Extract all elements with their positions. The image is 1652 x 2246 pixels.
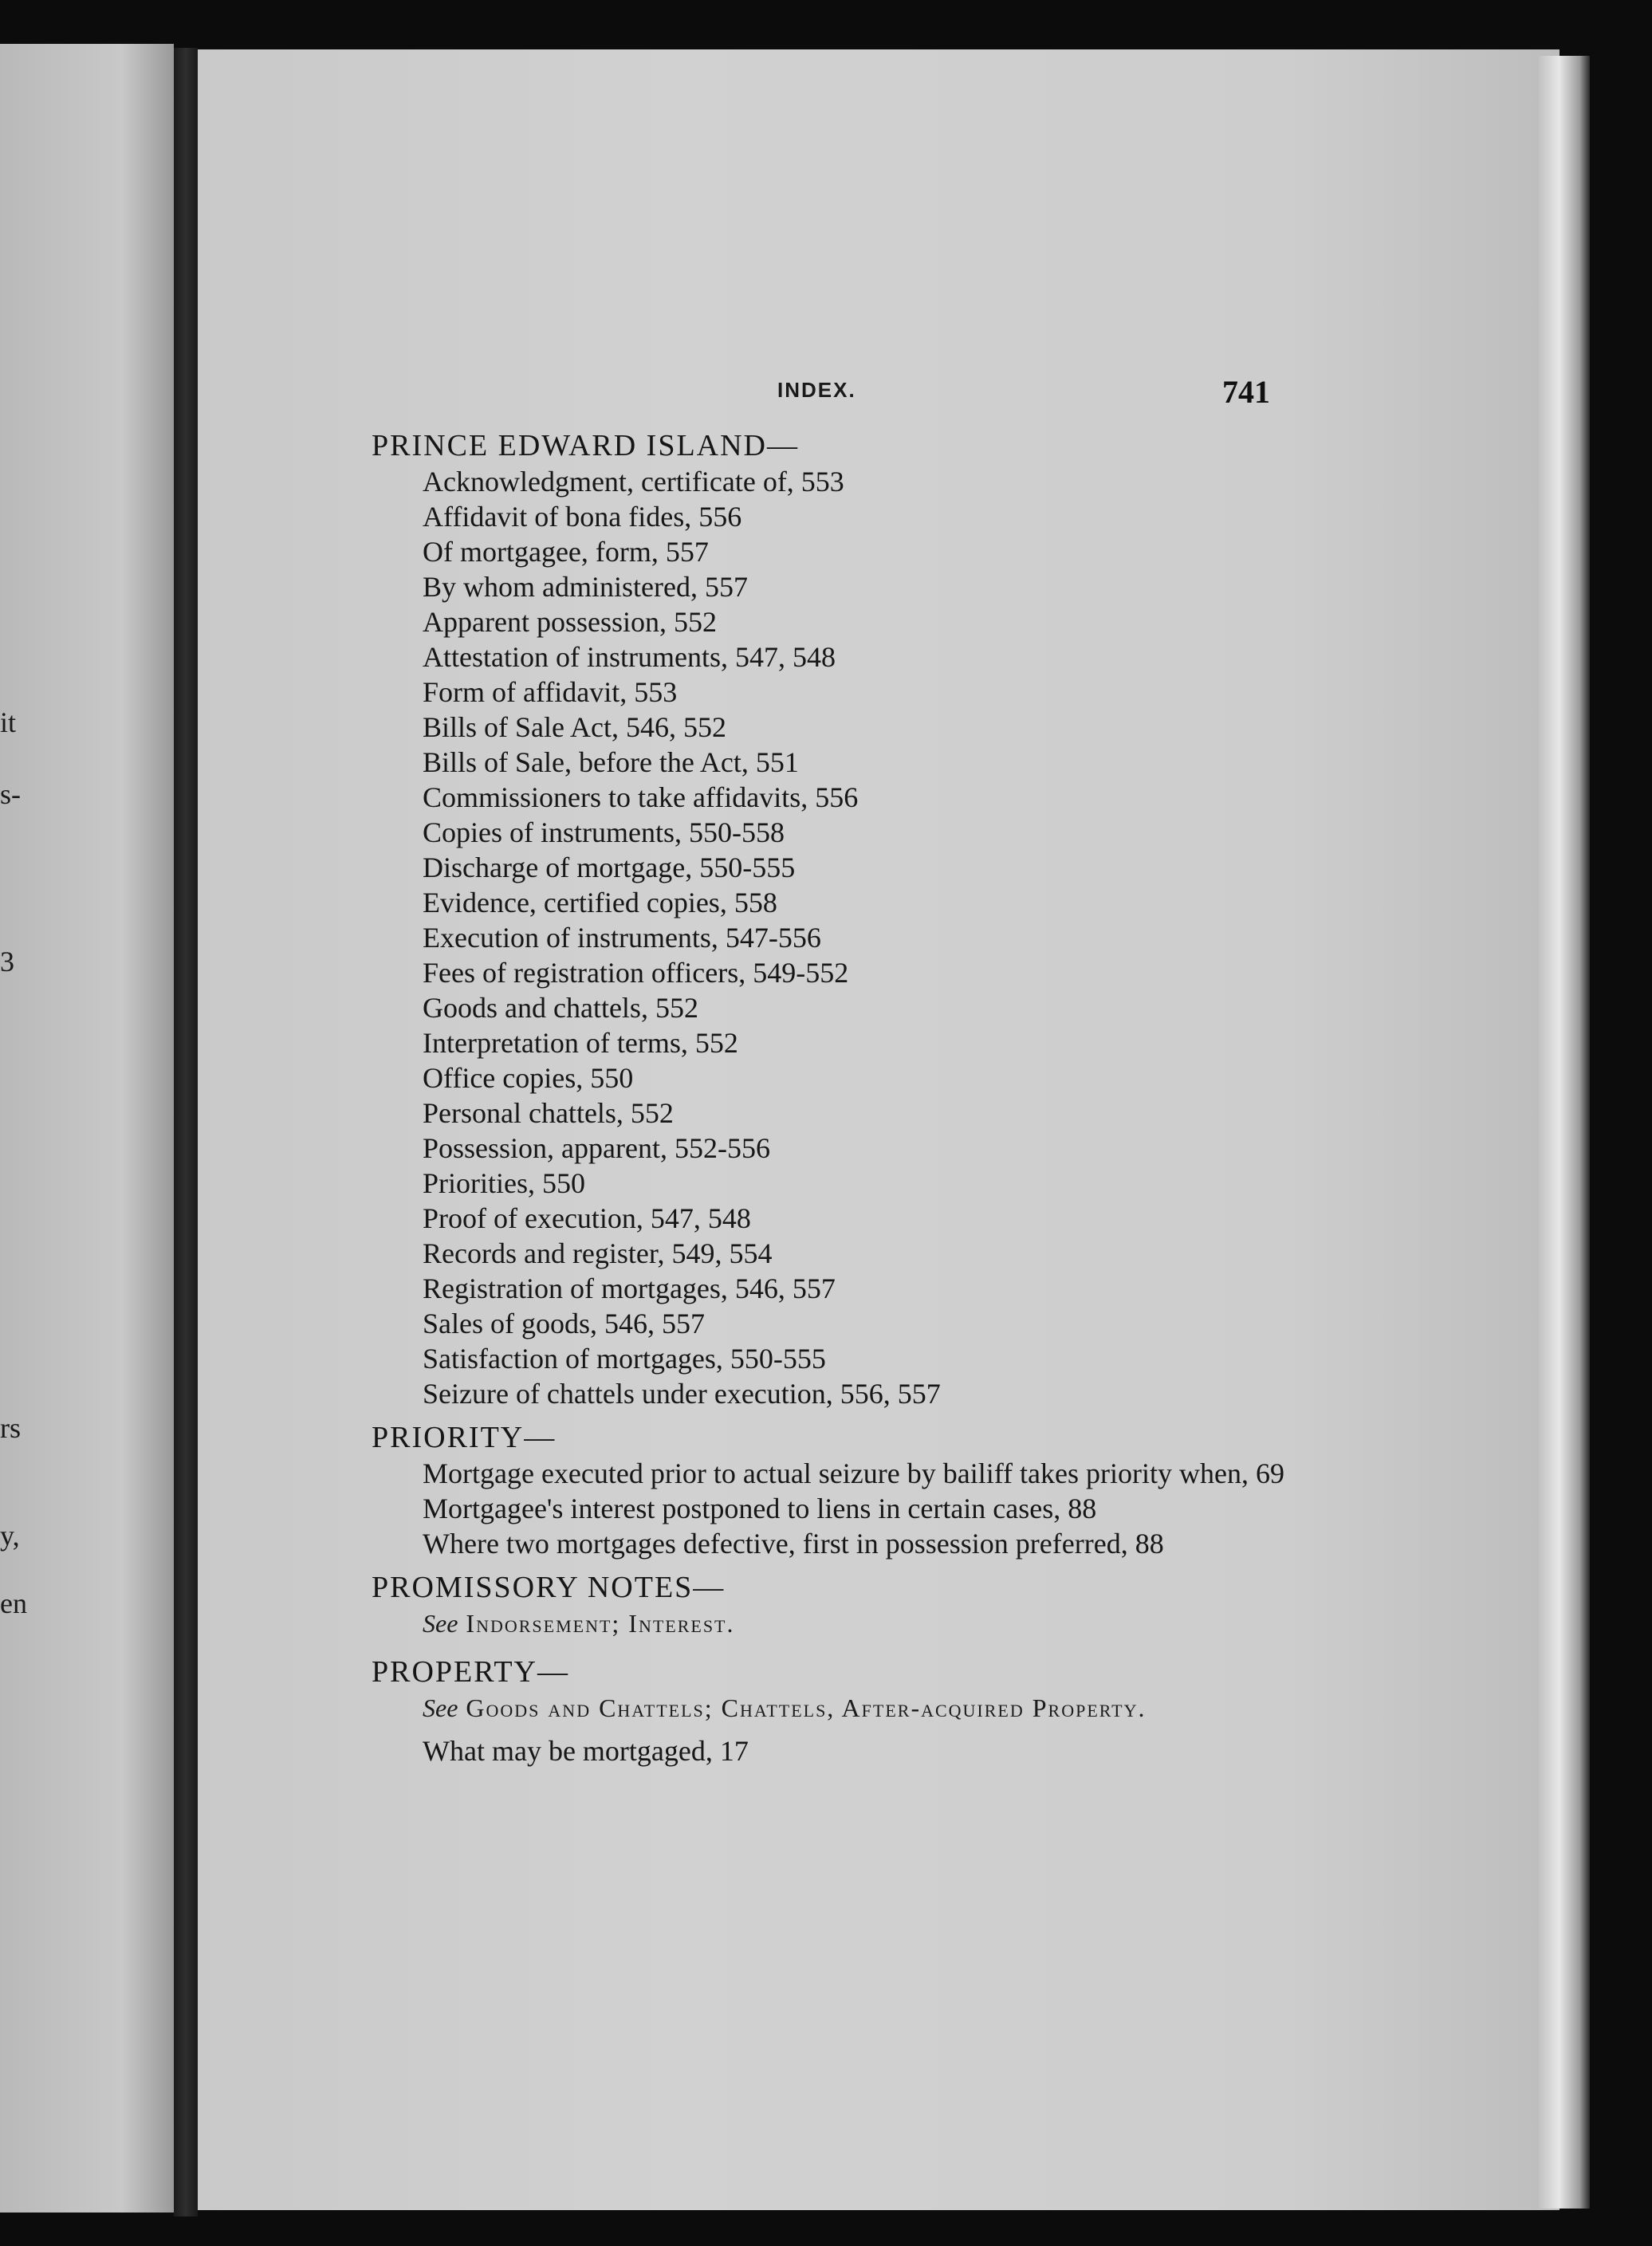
see-targets: Goods and Chattels; Chattels, After-acquired Property. — [466, 1693, 1147, 1722]
index-entry: Mortgage executed prior to actual seizure by bailiff takes priority when, 69 — [423, 1457, 1284, 1489]
section-heading: PROMISSORY NOTES— — [372, 1571, 726, 1604]
page-header — [198, 374, 1560, 426]
index-entry: What may be mortgaged, 17 — [423, 1735, 749, 1767]
book-gutter — [174, 48, 198, 2216]
see-reference — [423, 1690, 1316, 1725]
index-entry: Office copies, 550 — [423, 1062, 634, 1094]
running-head: INDEX. — [777, 378, 856, 402]
page-number: 741 — [1222, 374, 1270, 410]
see-word: See — [423, 1609, 458, 1638]
index-entry: Possession, apparent, 552-556 — [423, 1132, 770, 1164]
see-reference — [423, 1606, 1560, 1641]
index-list — [198, 427, 1560, 1768]
index-entry: Attestation of instruments, 547, 548 — [423, 641, 836, 673]
index-entry: Sales of goods, 546, 557 — [423, 1308, 705, 1339]
index-entry: Evidence, certified copies, 558 — [423, 887, 777, 918]
margin-fragment: en — [0, 1587, 27, 1619]
index-entry: Where two mortgages defective, first in possession preferred, 88 — [423, 1528, 1164, 1560]
see-targets: Indorsement; Interest. — [466, 1609, 735, 1638]
section-heading: PRIORITY— — [372, 1421, 557, 1454]
index-entry: Bills of Sale, before the Act, 551 — [423, 746, 799, 778]
index-entry: Mortgagee's interest postponed to liens in certain cases, 88 — [423, 1493, 1097, 1524]
index-entry: Copies of instruments, 550-558 — [423, 816, 785, 848]
index-entry: Priorities, 550 — [423, 1167, 585, 1199]
index-entry: Acknowledgment, certificate of, 553 — [423, 466, 844, 498]
margin-fragment: rs — [0, 1412, 21, 1444]
index-page — [198, 49, 1560, 2210]
index-entry: Execution of instruments, 547-556 — [423, 922, 821, 954]
index-entry: Of mortgagee, form, 557 — [423, 536, 709, 568]
index-entry: Discharge of mortgage, 550-555 — [423, 852, 796, 883]
index-entry: Proof of execution, 547, 548 — [423, 1202, 751, 1234]
index-entry: Records and register, 549, 554 — [423, 1237, 773, 1269]
previous-page-edge — [0, 44, 174, 2213]
index-entry: Bills of Sale Act, 546, 552 — [423, 711, 726, 743]
margin-fragment: 3 — [0, 946, 14, 977]
index-entry: Seizure of chattels under execution, 556, 557 — [423, 1378, 941, 1410]
margin-fragment: it — [0, 706, 17, 738]
index-entry: By whom administered, 557 — [423, 571, 748, 603]
index-section — [198, 1654, 1560, 1768]
index-entry: Personal chattels, 552 — [423, 1097, 674, 1129]
index-section — [198, 1419, 1560, 1561]
see-word: See — [423, 1693, 458, 1722]
index-section — [198, 1569, 1560, 1641]
index-entry: Registration of mortgages, 546, 557 — [423, 1272, 836, 1304]
index-entry: Apparent possession, 552 — [423, 606, 717, 638]
index-entry: Commissioners to take affidavits, 556 — [423, 781, 859, 813]
index-entry: Form of affidavit, 553 — [423, 676, 678, 708]
section-heading: PRINCE EDWARD ISLAND— — [372, 429, 799, 462]
margin-fragment: s- — [0, 778, 21, 810]
index-entry: Fees of registration officers, 549-552 — [423, 957, 849, 989]
index-entry: Affidavit of bona fides, 556 — [423, 501, 742, 533]
index-entry: Interpretation of terms, 552 — [423, 1027, 738, 1059]
index-entry: Satisfaction of mortgages, 550-555 — [423, 1343, 826, 1375]
page-edge-shadow — [1539, 56, 1590, 2209]
index-entry: Goods and chattels, 552 — [423, 992, 698, 1024]
index-section — [198, 427, 1560, 1411]
section-heading: PROPERTY— — [372, 1655, 569, 1689]
margin-fragment: y, — [0, 1520, 20, 1552]
